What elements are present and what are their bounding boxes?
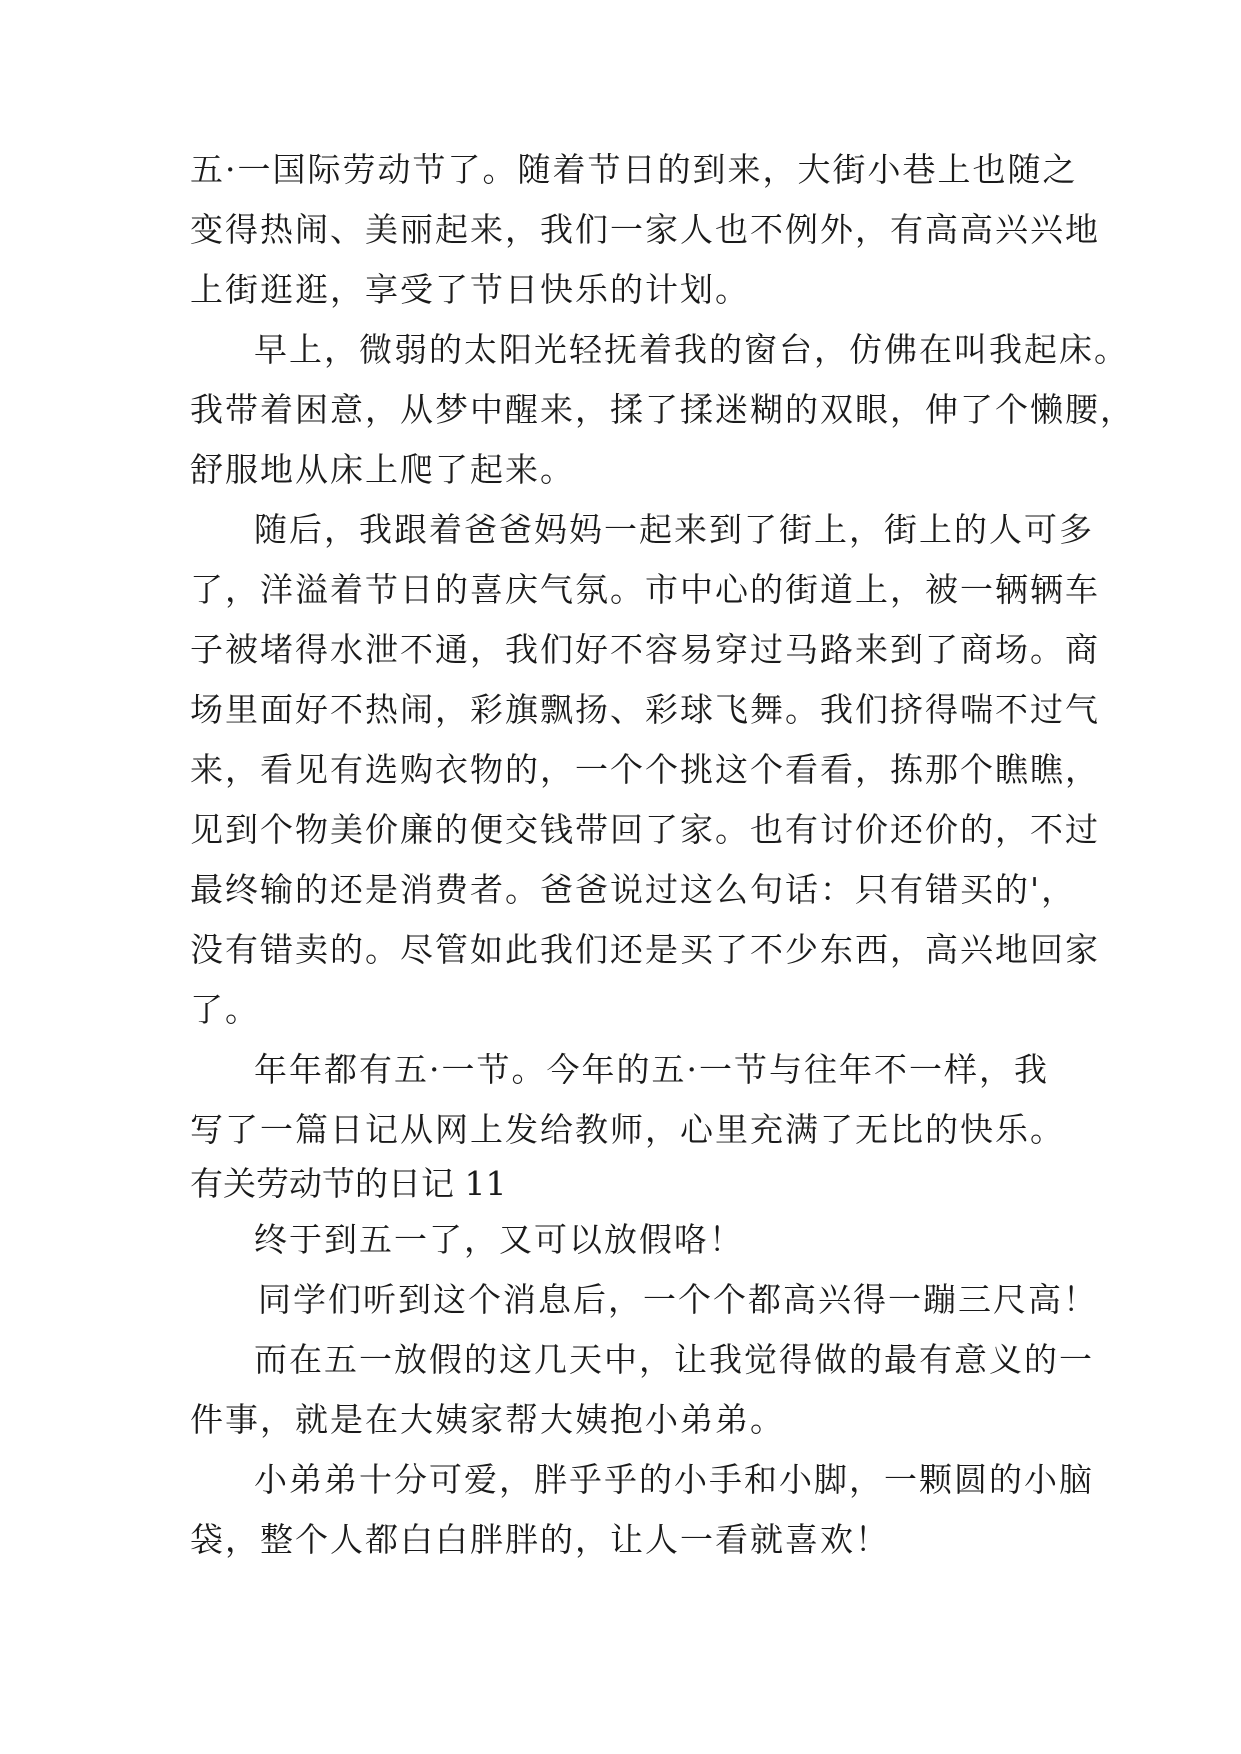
text-line: 子被堵得水泄不通，我们好不容易穿过马路来到了商场。商 <box>190 630 1100 669</box>
text-line: 上街逛逛，享受了节日快乐的计划。 <box>190 270 750 309</box>
section-heading: 有关劳动节的日记 11 <box>190 1164 507 1203</box>
text-line: 我带着困意，从梦中醒来，揉了揉迷糊的双眼，伸了个懒腰， <box>190 390 1135 429</box>
text-line: 了，洋溢着节日的喜庆气氛。市中心的街道上，被一辆辆车 <box>190 570 1100 609</box>
text-line: 而在五一放假的这几天中，让我觉得做的最有意义的一 <box>254 1340 1094 1379</box>
text-line: 小弟弟十分可爱，胖乎乎的小手和小脚，一颗圆的小脑 <box>254 1460 1094 1499</box>
text-line: 随后，我跟着爸爸妈妈一起来到了街上，街上的人可多 <box>254 510 1094 549</box>
text-line: 场里面好不热闹，彩旗飘扬、彩球飞舞。我们挤得喘不过气 <box>190 690 1100 729</box>
text-line: 写了一篇日记从网上发给教师，心里充满了无比的快乐。 <box>190 1110 1065 1149</box>
text-line: 变得热闹、美丽起来，我们一家人也不例外，有高高兴兴地 <box>190 210 1100 249</box>
text-line: 来，看见有选购衣物的，一个个挑这个看看，拣那个瞧瞧， <box>190 750 1100 789</box>
text-line: 了。 <box>190 990 260 1029</box>
text-line: 五·一国际劳动节了。随着节日的到来，大街小巷上也随之 <box>190 150 1078 189</box>
text-line: 舒服地从床上爬了起来。 <box>190 450 575 489</box>
text-line: 没有错卖的。尽管如此我们还是买了不少东西，高兴地回家 <box>190 930 1100 969</box>
text-line: 终于到五一了，又可以放假咯！ <box>254 1220 744 1259</box>
text-line: 袋，整个人都白白胖胖的，让人一看就喜欢！ <box>190 1520 890 1559</box>
text-line: 件事，就是在大姨家帮大姨抱小弟弟。 <box>190 1400 785 1439</box>
text-line: 最终输的还是消费者。爸爸说过这么句话：只有错买的'， <box>190 870 1077 909</box>
text-line: 早上，微弱的太阳光轻抚着我的窗台，仿佛在叫我起床。 <box>254 330 1129 369</box>
text-line: 同学们听到这个消息后，一个个都高兴得一蹦三尺高！ <box>258 1280 1098 1319</box>
text-line: 见到个物美价廉的便交钱带回了家。也有讨价还价的，不过 <box>190 810 1100 849</box>
text-line: 年年都有五·一节。今年的五·一节与往年不一样，我 <box>254 1050 1049 1089</box>
